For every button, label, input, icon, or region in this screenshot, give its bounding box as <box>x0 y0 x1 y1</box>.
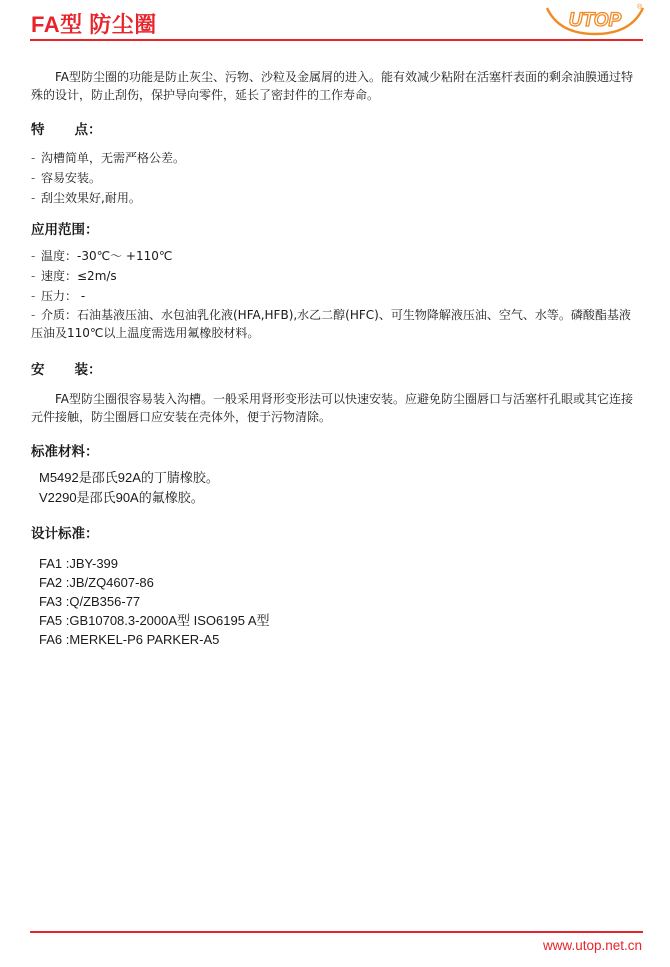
install-heading-b: 装： <box>74 362 102 378</box>
utop-logo <box>545 0 645 40</box>
application-list <box>31 246 641 342</box>
standard-item: FA5 :GB10708.3-2000A型 ISO6195 A型 <box>39 613 270 628</box>
list-item: - 容易安装。 <box>31 171 102 185</box>
material-item: M5492是邵氏92A的丁腈橡胶。 <box>39 470 219 485</box>
features-list <box>31 148 641 208</box>
features-heading <box>31 118 641 138</box>
material-item: V2290是邵氏90A的氟橡胶。 <box>39 490 204 505</box>
install-heading-a: 安 <box>31 362 45 378</box>
registered-mark: ® <box>637 4 643 11</box>
install-heading <box>31 358 641 378</box>
standards-list <box>31 554 641 649</box>
document-body <box>31 68 641 649</box>
features-heading-b: 点： <box>74 122 102 138</box>
list-item: - 速度：≤2m/s <box>31 269 117 283</box>
install-paragraph: FA型防尘圈很容易装入沟槽。一般采用肾形变形法可以快速安装。应避免防尘圈唇口与活塞杆孔眼或其它连接元件接触，防尘圈唇口应安装在壳体外，便于污物清除。 <box>31 392 634 424</box>
header-rule <box>30 39 643 41</box>
materials-heading: 标准材料： <box>31 444 99 460</box>
list-item: - 沟槽简单，无需严格公差。 <box>31 151 186 165</box>
page-title: FA型 防尘圈 <box>31 12 157 37</box>
standard-item: FA3 :Q/ZB356-77 <box>39 594 141 609</box>
list-item: - 温度：-30℃～ +110℃ <box>31 249 173 263</box>
application-heading: 应用范围： <box>31 222 99 238</box>
logo-text: UTOP <box>568 10 622 31</box>
list-item: - 介质：石油基液压油、水包油乳化液(HFA,HFB),水乙二醇(HFC)、可生物降解液压油、空气、水等。磷酸酯基液压油及110℃以上温度需选用氟橡胶材料。 <box>31 308 631 340</box>
standard-item: FA2 :JB/ZQ4607-86 <box>39 575 154 590</box>
standard-item: FA6 :MERKEL-P6 PARKER-A5 <box>39 632 220 647</box>
footer-rule <box>30 931 643 933</box>
list-item: - 刮尘效果好,耐用。 <box>31 191 141 205</box>
standards-heading: 设计标准： <box>31 526 99 542</box>
list-item: - 压力： - <box>31 289 86 303</box>
intro-paragraph: FA型防尘圈的功能是防止灰尘、污物、沙粒及金属屑的进入。能有效减少粘附在活塞杆表面的剩余油膜通过特殊的设计，防止刮伤，保护导向零件，延长了密封件的工作寿命。 <box>31 70 634 102</box>
footer-url[interactable]: www.utop.net.cn <box>542 938 642 953</box>
features-heading-a: 特 <box>31 122 45 138</box>
standard-item: FA1 :JBY-399 <box>39 556 119 571</box>
